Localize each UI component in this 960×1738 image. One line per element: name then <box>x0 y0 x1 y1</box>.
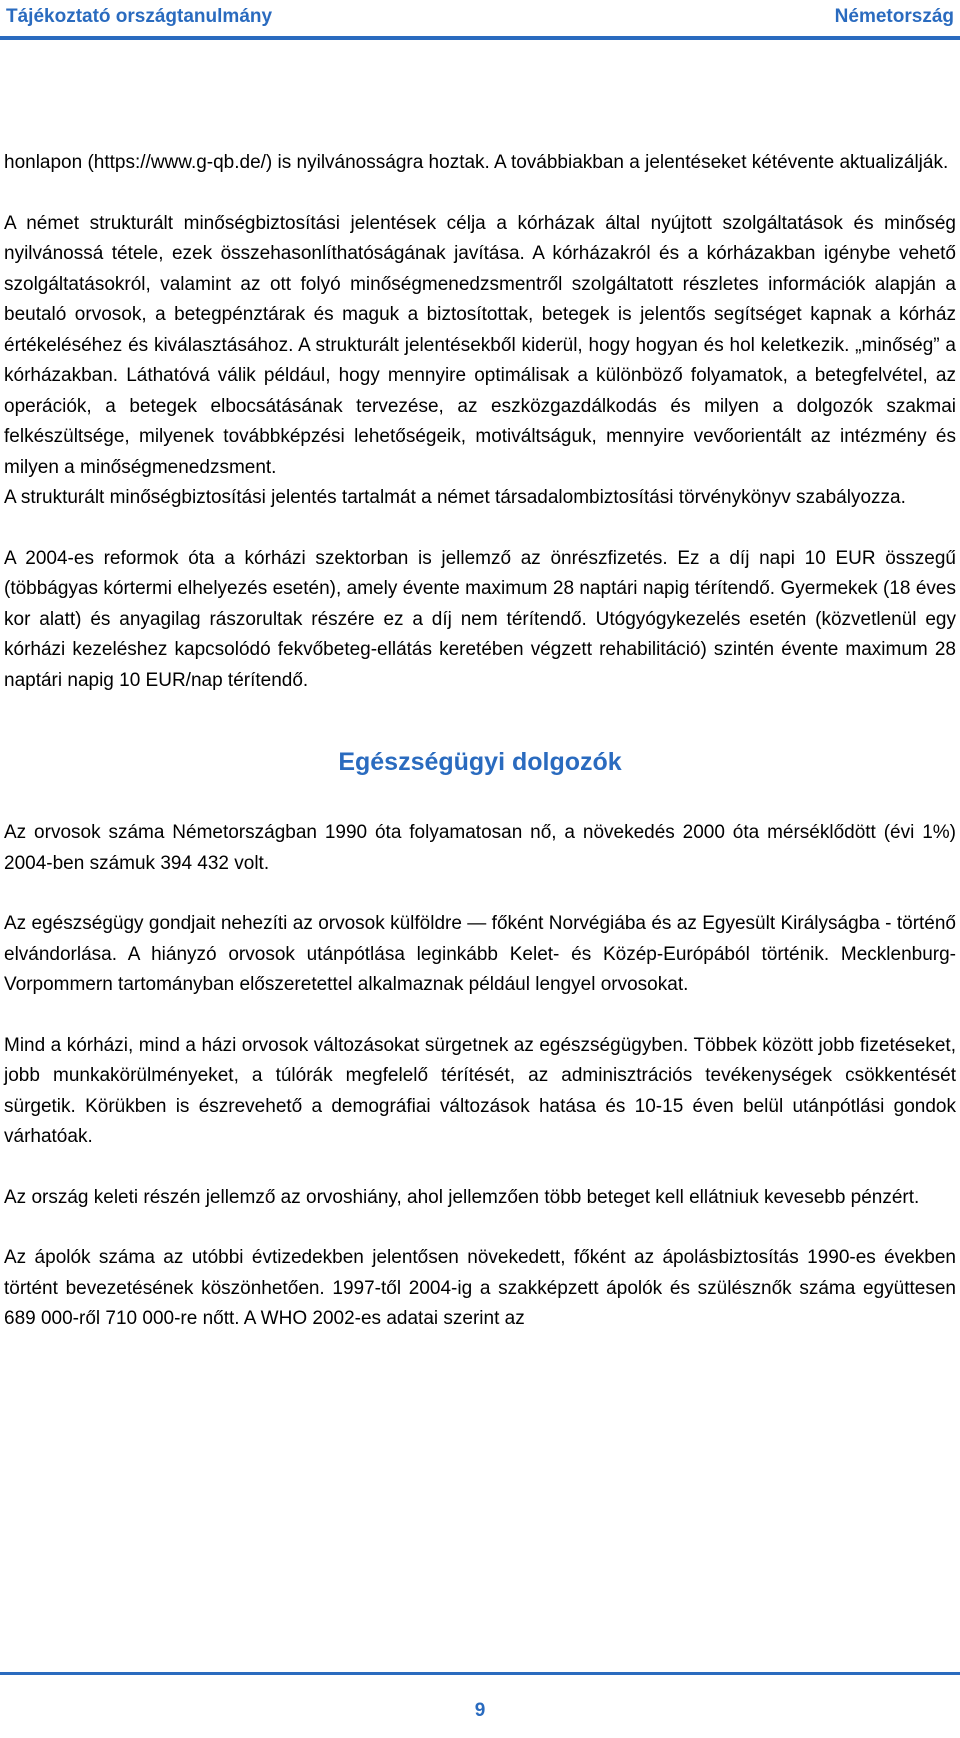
paragraph-doctor-count: Az orvosok száma Németországban 1990 óta folyamatosan nő, a növekedés 2000 óta mérséklődött (évi 1%) 2004-ben számuk 394 432 volt. <box>4 822 956 874</box>
page-header <box>0 0 960 36</box>
header-title: Tájékoztató országtanulmány <box>6 6 273 27</box>
paragraph-intro: honlapon (https://www.g-qb.de/) is nyilvánosságra hoztak. A továbbiakban a jelentéseket kétévente aktualizálják. <box>4 152 949 173</box>
paragraph-nurses: Az ápolók száma az utóbbi évtizedekben jelentősen növekedett, főként az ápolásbiztosítás 1990-es években történt bevezetésének köszönhetően. 1997-től 2004-ig a szakképzett ápolók és szülésznők száma együttesen 689 000-ről 710 000-re nőtt. A WHO 2002-es adatai szerint az <box>4 1247 956 1329</box>
paragraph-copayment: A 2004-es reformok óta a kórházi szektorban is jellemző az önrészfizetés. Ez a díj napi 10 EUR összegű (többágyas kórtermi elhelyezés esetén), amely évente maximum 28 naptári napig térítendő. Gyermekek (18 éves kor alatt) és anyagilag rászorultak részére ez a díj nem térítendő. Utógyógykezelés esetén (közvetlenül egy kórházi kezeléshez kapcsolódó fekvőbeteg-ellátás keretében végzett rehabilitáció) szintén évente maximum 28 naptári napig 10 EUR/nap térítendő. <box>4 547 956 691</box>
footer-divider <box>0 1672 960 1675</box>
paragraph-demands: Mind a kórházi, mind a házi orvosok változásokat sürgetnek az egészségügyben. Többek között jobb fizetéseket, jobb munkakörülményeket, a túlórák megfelelő térítését, az adminisztrációs tevékenységek csökkentését sürgetik. Körükben is észrevehető a demográfiai változások hatása és 10-15 éven belül utánpótlási gondok várhatóak. <box>4 1034 956 1147</box>
document-body <box>4 148 956 1335</box>
page-number: 9 <box>474 1700 486 1721</box>
paragraph-quality-reports: A német strukturált minőségbiztosítási jelentések célja a kórházak által nyújtott szolgáltatások és minőség nyilvánossá tétele, ezek összehasonlíthatóságának javítása. A kórházakról és a kórházakban igénybe vehető szolgáltatásokról, valamint az ott folyó minőségmenedzsmentről szolgáltatott részletes információk alapján a beutaló orvosok, a betegpénztárak és maguk a biztosítottak, betegek is jelentős segítséget kapnak a kórház értékeléséhez és kiválasztásához. A strukturált jelentésekből kiderül, hogy hogyan és hol keletkezik. „minőség” a kórházakban. Láthatóvá válik például, hogy mennyire optimálisak a különböző folyamatok, a betegfelvétel, az operációk, a betegek elbocsátásának tervezése, az eszközgazdálkodás és milyen a dolgozók szakmai felkészültsége, milyenek továbbképzési lehetőségeik, motiváltságuk, mennyire vevőorientált az intézmény és milyen a minőségmenedzsment. <box>4 212 956 478</box>
header-divider <box>0 36 960 40</box>
paragraph-emigration: Az egészségügy gondjait nehezíti az orvosok külföldre — főként Norvégiába és az Egyesült Királyságba - történő elvándorlása. A hiányzó orvosok utánpótlása leginkább Kelet- és Közép-Európából történik. Mecklenburg-Vorpommern tartományban előszeretettel alkalmaznak például lengyel orvosokat. <box>4 913 956 995</box>
paragraph-legal-basis: A strukturált minőségbiztosítási jelentés tartalmát a német társadalombiztosítási törvénykönyv szabályozza. <box>4 487 906 508</box>
section-title: Egészségügyi dolgozók <box>338 748 622 776</box>
paragraph-east-shortage: Az ország keleti részén jellemző az orvoshiány, ahol jellemzően több beteget kell ellátniuk kevesebb pénzért. <box>4 1186 920 1208</box>
header-country: Németország <box>834 6 954 27</box>
